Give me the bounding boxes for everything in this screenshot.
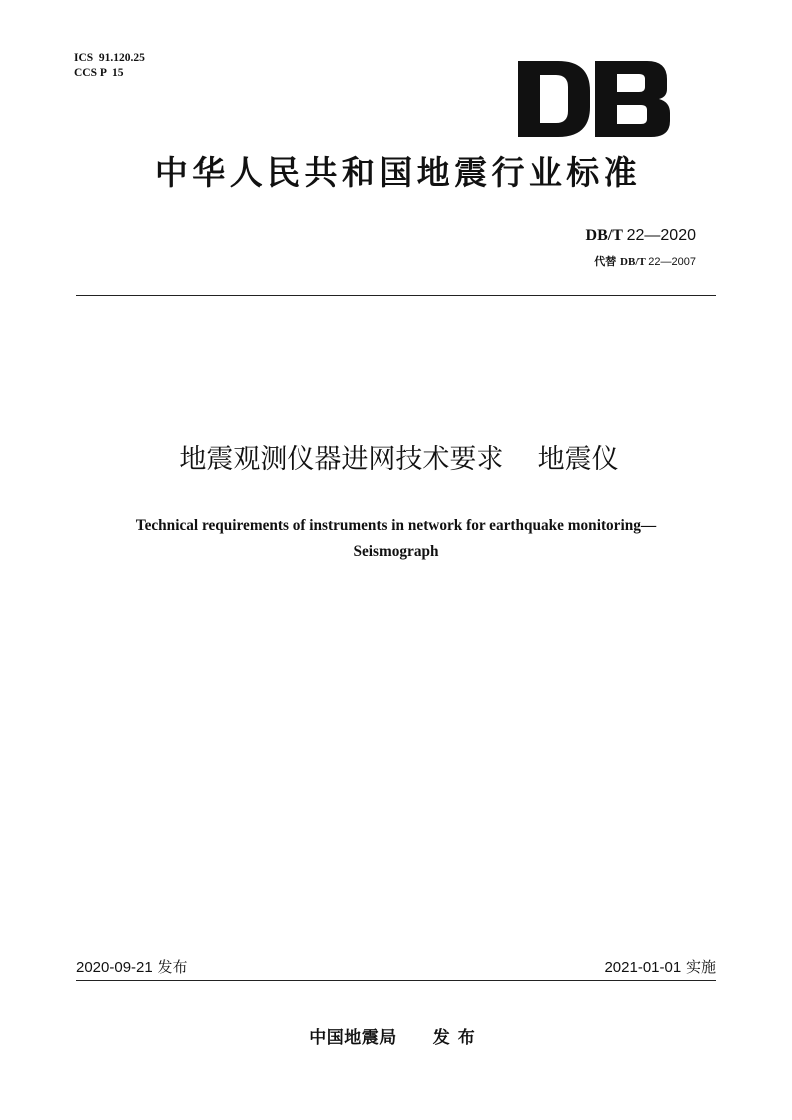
title-english	[40, 513, 752, 565]
db-logo-letter-d	[518, 61, 590, 137]
ics-code: ICS 91.120.25	[74, 52, 145, 64]
implement-date-value: 2021-01-01	[604, 959, 682, 976]
standard-category: 中华人民共和国地震行业标准	[154, 153, 642, 192]
issue-date	[76, 957, 188, 978]
standard-code-number: 22—2020	[626, 227, 696, 244]
issue-date-label: 发布	[157, 958, 188, 976]
publisher	[0, 1026, 792, 1050]
replaces-number: 22—2007	[648, 256, 696, 268]
publisher-org: 中国地震局	[309, 1028, 397, 1048]
replaces-standard	[594, 255, 696, 269]
implement-date	[604, 957, 716, 978]
replaces-code: DB/T	[620, 256, 649, 268]
implement-date-label: 实施	[685, 958, 716, 976]
replaces-label: 代替	[594, 255, 621, 268]
title-english-line1: Technical requirements of instruments in network for earthquake monitoring—	[135, 517, 657, 534]
ccs-code: CCS P 15	[74, 67, 124, 79]
issue-date-value: 2020-09-21	[76, 959, 153, 976]
standard-code-prefix: DB/T	[585, 227, 627, 244]
db-logo-letter-b	[595, 61, 670, 137]
title-english-line2: Seismograph	[353, 543, 439, 560]
standard-number	[586, 226, 696, 246]
footer-rule	[76, 980, 716, 981]
header-rule	[76, 295, 716, 296]
title-chinese	[0, 440, 792, 480]
publisher-action: 发布	[432, 1028, 483, 1048]
title-chinese-sub: 地震仪	[537, 444, 619, 475]
classification-codes	[74, 51, 145, 81]
db-logo	[518, 61, 670, 137]
title-chinese-main: 地震观测仪器进网技术要求	[179, 444, 504, 475]
